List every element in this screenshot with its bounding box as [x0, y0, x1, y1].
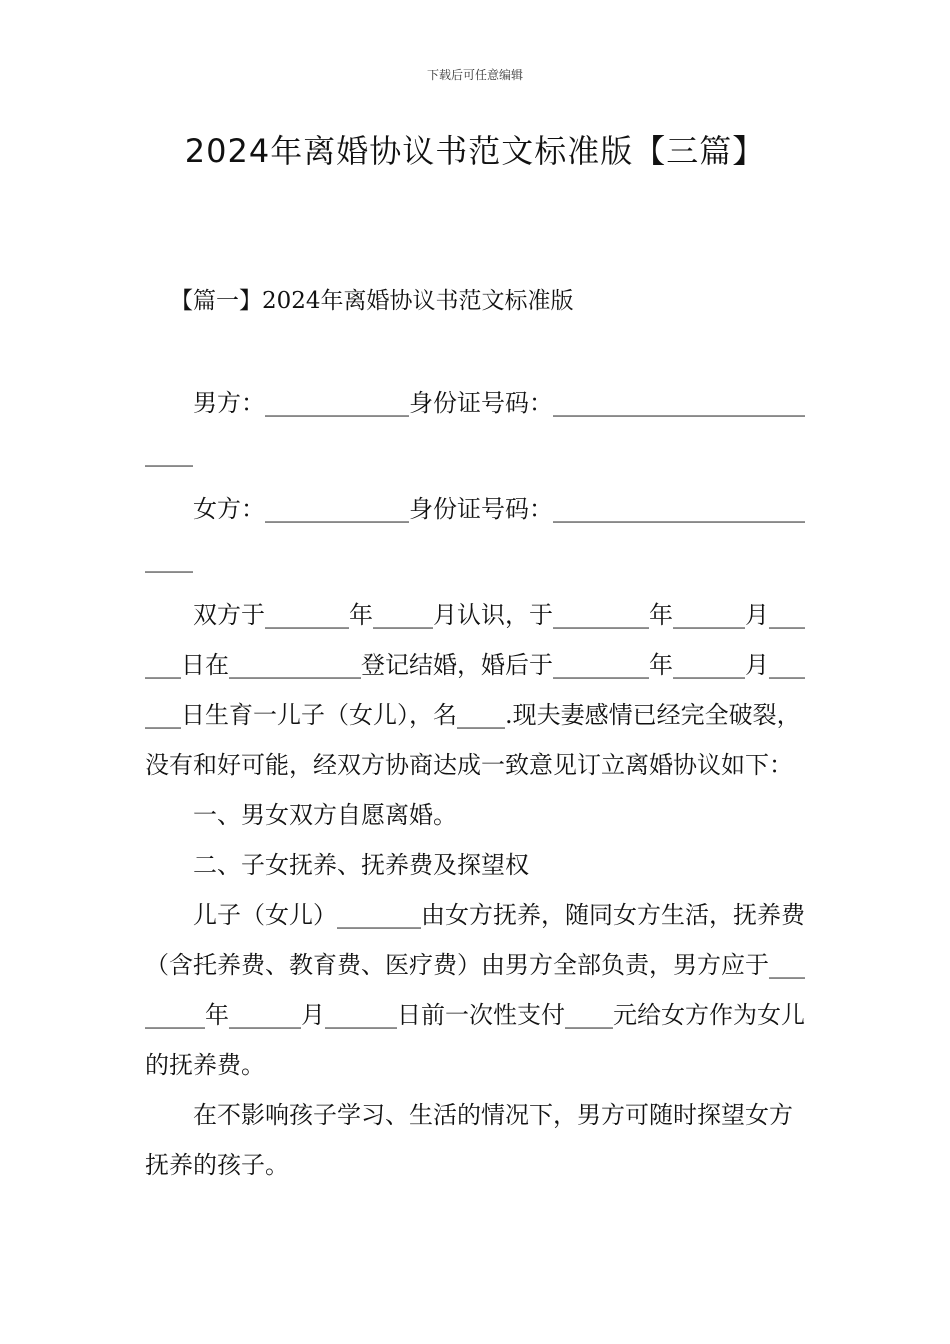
paragraph-female-party: 女方：____________身份证号码：_________________________: [145, 495, 805, 573]
paragraph-clause-1: 一、男女双方自愿离婚。: [193, 801, 457, 829]
paragraph-marriage-facts: 双方于_______年_____月认识，于________年______月______日在___________登记结婚，婚后于________年______月______日生育一儿子（女儿），名____.现夫妻感情已经完全破裂，没有和好可能，经双方协商达成一致意见订立离婚协议如下：: [145, 601, 805, 779]
document-body: [145, 378, 807, 1190]
paragraph-clause-2: 二、子女抚养、抚养费及探望权: [193, 851, 529, 879]
section-title: 【篇一】2024年离婚协议书范文标准版: [170, 288, 574, 314]
paragraph-visitation: 在不影响孩子学习、生活的情况下，男方可随时探望女方抚养的孩子。: [145, 1101, 793, 1179]
header-note: 下载后可任意编辑: [426, 68, 523, 82]
paragraph-child-support: 儿子（女儿）_______由女方抚养，随同女方生活，抚养费（含托养费、教育费、医疗费）由男方全部负责，男方应于________年______月______日前一次性支付____元给女方作为女儿的抚养费。: [145, 901, 805, 1079]
paragraph-male-party: 男方：____________身份证号码：_________________________: [145, 389, 805, 467]
document-title: 2024年离婚协议书范文标准版【三篇】: [184, 132, 766, 170]
